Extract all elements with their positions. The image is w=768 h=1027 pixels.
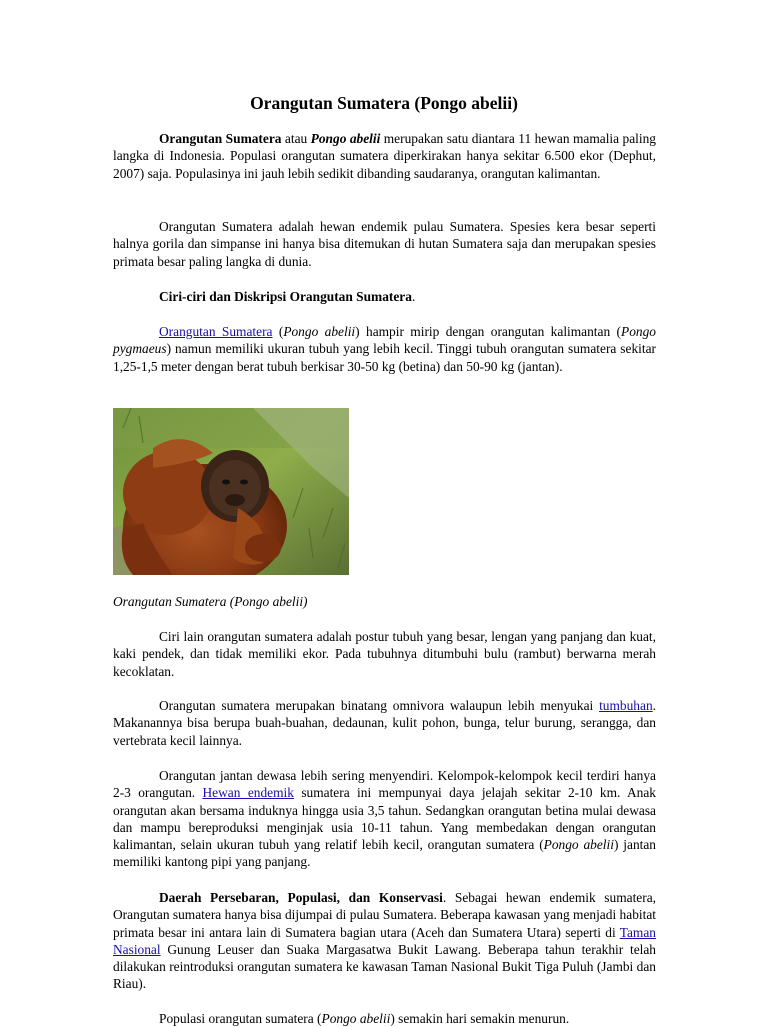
document-title: Orangutan Sumatera (Pongo abelii) xyxy=(250,93,518,113)
description-paragraph: Orangutan Sumatera (Pongo abelii) hampir mirip dengan orangutan kalimantan (Pongo pygmaeus) namun memiliki ukuran tubuh yang lebih kecil. Tinggi tubuh orangutan sumatera sekitar 1,25-1,5 meter dengan berat tubuh berkisar 30-50 kg (betina) dan 50-90 kg (jantan). xyxy=(113,324,656,374)
link-orangutan-sumatera[interactable]: Orangutan Sumatera xyxy=(159,324,273,339)
term-bold: Orangutan Sumatera xyxy=(159,131,282,146)
population-paragraph: Populasi orangutan sumatera (Pongo abelii) semakin hari semakin menurun. xyxy=(159,1011,570,1026)
link-taman-nasional[interactable]: Taman Nasional xyxy=(113,924,656,957)
orangutan-photo xyxy=(113,408,349,575)
physical-traits-paragraph: Ciri lain orangutan sumatera adalah postur tubuh yang besar, lengan yang panjang dan kuat, kaki pendek, dan tidak memiliki ekor. Pada tubuhnya ditumbuhi bulu (rambut) berwarna merah kecoklatan. xyxy=(113,629,656,679)
endemic-paragraph: Orangutan Sumatera adalah hewan endemik pulau Sumatera. Spesies kera besar seperti halnya gorila dan simpanse ini hanya bisa ditemukan di hutan Sumatera saja dan merupakan spesies primata besar paling langka di dunia. xyxy=(113,219,656,269)
distribution-paragraph: Daerah Persebaran, Populasi, dan Konservasi. Sebagai hewan endemik sumatera, Orangutan sumatera hanya bisa dijumpai di pulau Sumatera. Beberapa kawasan yang menjadi habitat primata besar ini antara lain di Sumatera bagian utara (Aceh dan Sumatera Utara) seperti di Taman Nasional Gunung Leuser dan Suaka Margasatwa Bukit Lawang. Beberapa tahun terakhir telah dilakukan reintroduksi orangutan sumatera ke kawasan Taman Nasional Bukit Tiga Puluh (Jambi dan Riau). xyxy=(113,890,656,992)
diet-paragraph: Orangutan sumatera merupakan binatang omnivora walaupun lebih menyukai tumbuhan. Makanannya bisa berupa buah-buahan, dedaunan, kulit pohon, bunga, telur burung, serangga, dan vertebrata kecil lainnya. xyxy=(113,698,656,748)
photo-caption: Orangutan Sumatera (Pongo abelii) xyxy=(113,594,308,609)
link-hewan-endemik[interactable]: Hewan endemik xyxy=(202,785,294,801)
section-heading-persebaran: Daerah Persebaran, Populasi, dan Konservasi xyxy=(159,890,443,905)
term-scientific: Pongo abelii xyxy=(310,131,381,146)
behavior-paragraph: Orangutan jantan dewasa lebih sering menyendiri. Kelompok-kelompok kecil terdiri hanya 2-3 orangutan. Hewan endemik sumatera ini mempunyai daya jelajah sekitar 2-10 km. Anak orangutan akan bersama induknya hingga usia 3,5 tahun. Sedangkan orangutan betina mulai dewasa dan mampu bereproduksi menginjak usia 10-11 tahun. Yang membedakan dengan orangutan kalimantan, selain ukuran tubuh yang relatif lebih kecil, orangutan sumatera (Pongo abelii) jantan memiliki kantong pipi yang panjang. xyxy=(113,768,657,870)
link-tumbuhan[interactable]: tumbuhan xyxy=(599,698,653,713)
section-heading-ciri: Ciri-ciri dan Diskripsi Orangutan Sumatera. xyxy=(159,289,416,304)
intro-paragraph: Orangutan Sumatera atau Pongo abelii merupakan satu diantara 11 hewan mamalia paling langka di Indonesia. Populasi orangutan sumatera diperkirakan hanya sekitar 6.500 ekor (Dephut, 2007) saja. Populasinya ini jauh lebih sedikit dibanding saudaranya, orangutan kalimantan. xyxy=(113,131,656,181)
